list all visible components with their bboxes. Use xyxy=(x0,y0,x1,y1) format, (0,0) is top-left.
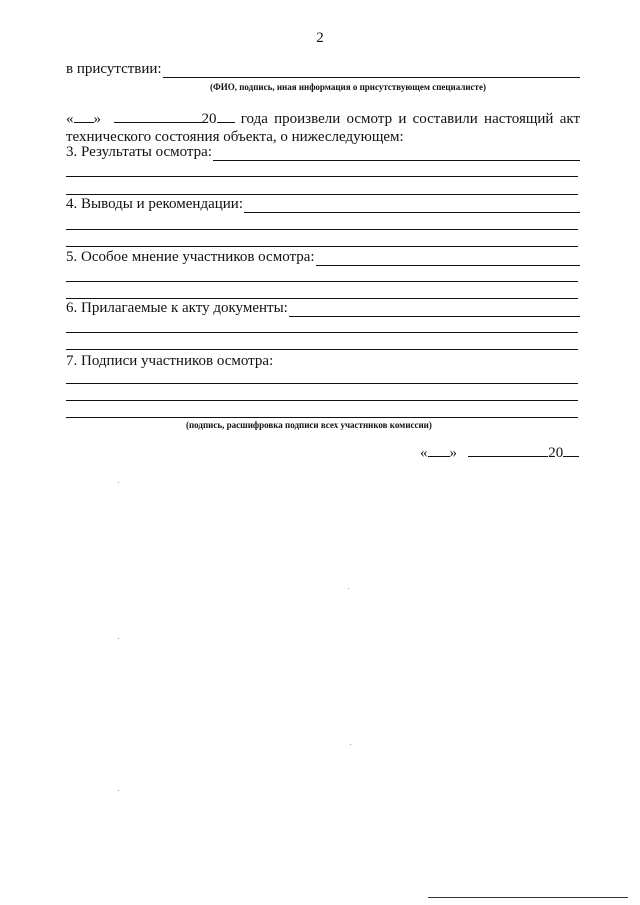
signatures-label: 7. Подписи участников осмотра: xyxy=(66,353,274,369)
documents-field[interactable] xyxy=(289,301,580,317)
month-field[interactable] xyxy=(114,108,202,123)
open-quote: « xyxy=(66,111,74,127)
documents-line-1[interactable] xyxy=(66,332,578,333)
sig-month-field[interactable] xyxy=(468,442,548,457)
signatures-line-1[interactable] xyxy=(66,383,578,384)
opinion-label: 5. Особое мнение участников осмотра: xyxy=(66,249,315,265)
day-field[interactable] xyxy=(74,108,94,123)
scan-speck xyxy=(118,638,119,639)
conclusions-line-2[interactable] xyxy=(66,246,578,247)
year-prefix: 20 xyxy=(201,111,217,127)
presence-caption: (ФИО, подпись, иная информация о присутствующем специалисте) xyxy=(210,82,486,92)
documents-row xyxy=(66,299,580,317)
presence-label: в присутствии: xyxy=(66,61,162,77)
signature-date xyxy=(420,442,579,462)
opinion-row xyxy=(66,248,580,266)
documents-line-2[interactable] xyxy=(66,349,578,350)
presence-row xyxy=(66,60,580,78)
footer-line xyxy=(428,897,628,898)
scan-speck xyxy=(118,790,119,791)
sig-open-quote: « xyxy=(420,445,428,461)
date-sentence xyxy=(66,108,580,146)
scan-speck xyxy=(350,744,351,745)
page-number: 2 xyxy=(316,30,324,46)
close-quote: » xyxy=(93,111,101,127)
opinion-line-1[interactable] xyxy=(66,281,578,282)
results-row xyxy=(66,143,580,161)
conclusions-label: 4. Выводы и рекомендации: xyxy=(66,196,243,212)
sig-close-quote: » xyxy=(449,445,457,461)
conclusions-line-1[interactable] xyxy=(66,229,578,230)
scan-speck xyxy=(118,482,119,483)
signatures-line-2[interactable] xyxy=(66,400,578,401)
sig-year-field[interactable] xyxy=(563,442,579,457)
scan-speck xyxy=(348,588,349,589)
date-sentence-tail: года произвели осмотр и составили настоящий акт xyxy=(240,111,581,127)
results-label: 3. Результаты осмотра: xyxy=(66,144,212,160)
documents-label: 6. Прилагаемые к акту документы: xyxy=(66,300,288,316)
presence-field[interactable] xyxy=(163,62,580,78)
year-field[interactable] xyxy=(217,108,235,123)
conclusions-field[interactable] xyxy=(244,197,580,213)
conclusions-row xyxy=(66,195,580,213)
results-field[interactable] xyxy=(213,145,580,161)
date-sentence-line-1 xyxy=(66,108,580,128)
sig-day-field[interactable] xyxy=(428,442,450,457)
date-sentence-line-2: технического состояния объекта, о нижеследующем: xyxy=(66,129,404,145)
opinion-field[interactable] xyxy=(316,250,580,266)
sig-year-prefix: 20 xyxy=(548,445,564,461)
signature-caption: (подпись, расшифровка подписи всех участников комиссии) xyxy=(186,420,432,430)
signatures-row xyxy=(66,352,580,370)
signatures-line-3[interactable] xyxy=(66,417,578,418)
results-line-1[interactable] xyxy=(66,176,578,177)
